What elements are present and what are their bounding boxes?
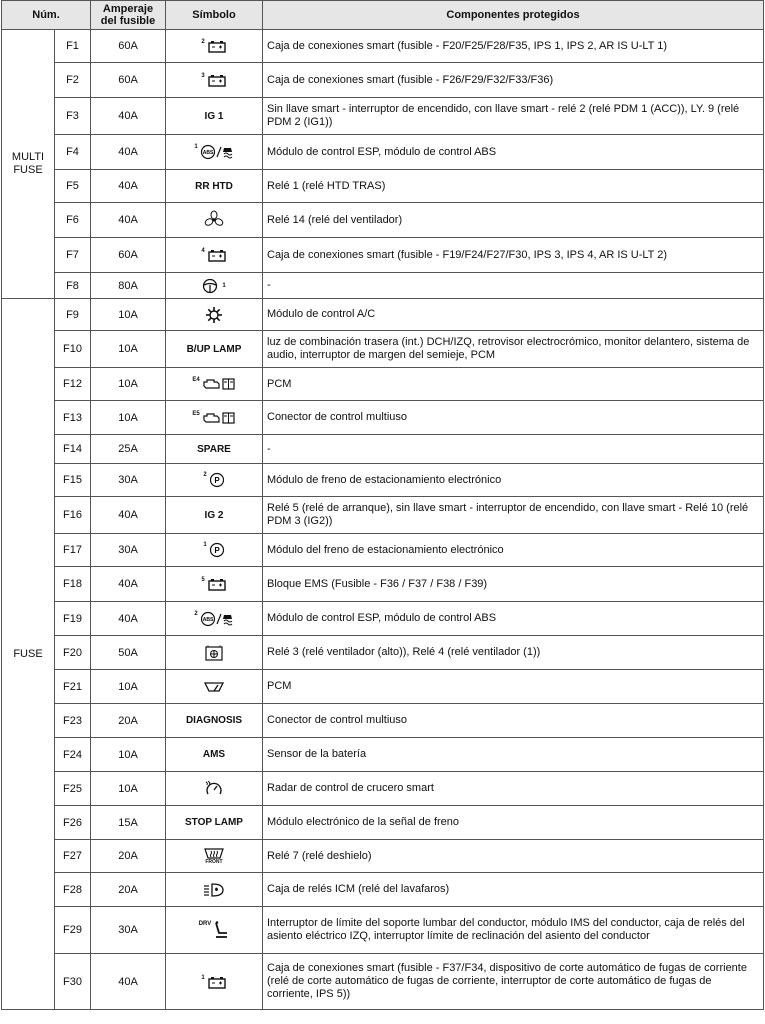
protected-components: -	[263, 273, 764, 299]
svg-text:ABS: ABS	[202, 616, 213, 623]
protected-components: Sin llave smart - interruptor de encendido, con llave smart - relé 2 (relé PDM 1 (ACC)), LY. 9 (relé PDM 2 (IG1))	[263, 98, 764, 135]
protected-components: Sensor de la batería	[263, 738, 764, 772]
symbol-superscript: 1	[203, 542, 207, 548]
fuse-row	[2, 907, 764, 954]
protected-components: luz de combinación trasera (int.) DCH/IZQ, retrovisor electrocrómico, monitor delantero, sistema de audio, interruptor de margen del semieje, PCM	[263, 331, 764, 368]
header-row	[2, 1, 764, 30]
protected-components: Caja de conexiones smart (fusible - F20/F25/F28/F35, IPS 1, IPS 2, AR IS U-LT 1)	[263, 30, 764, 63]
symbol-superscript: 3	[201, 73, 205, 79]
ac-icon	[205, 306, 223, 324]
symbol-label: DIAGNOSIS	[185, 715, 243, 726]
fuse-amperage: 10A	[91, 670, 166, 704]
svg-text:P: P	[214, 476, 220, 485]
header-symbol: Símbolo	[166, 1, 263, 30]
symbol-superscript: 2	[203, 472, 207, 478]
fuse-symbol	[166, 497, 263, 534]
abs-esp-icon	[194, 611, 233, 627]
protected-components: Módulo de freno de estacionamiento electrónico	[263, 464, 764, 497]
symbol-superscript: 1	[201, 974, 205, 981]
fuse-number: F8	[55, 273, 91, 299]
defrost-icon	[204, 847, 224, 865]
protected-components: Caja de conexiones smart (fusible - F26/F29/F32/F33/F36)	[263, 63, 764, 98]
fuse-amperage: 60A	[91, 30, 166, 63]
fuse-symbol	[166, 299, 263, 331]
engine-icon	[192, 377, 235, 391]
fuse-amperage: 60A	[91, 238, 166, 273]
fuse-row	[2, 636, 764, 670]
fuse-amperage: 40A	[91, 170, 166, 203]
fuse-number: F23	[55, 704, 91, 738]
protected-components: Relé 14 (relé del ventilador)	[263, 203, 764, 238]
fuse-number: F1	[55, 30, 91, 63]
fuse-amperage: 10A	[91, 401, 166, 435]
fuse-row	[2, 299, 764, 331]
fuse-number: F16	[55, 497, 91, 534]
fuse-amperage: 10A	[91, 368, 166, 401]
fuse-amperage: 10A	[91, 738, 166, 772]
protected-components: Relé 1 (relé HTD TRAS)	[263, 170, 764, 203]
group-multi-fuse: MULTI FUSE	[2, 30, 55, 299]
fuse-amperage: 10A	[91, 772, 166, 806]
fuse-symbol	[166, 840, 263, 873]
protected-components: Caja de conexiones smart (fusible - F19/F24/F27/F30, IPS 3, IPS 4, AR IS U-LT 2)	[263, 238, 764, 273]
headlamp-washer-icon	[203, 882, 225, 898]
fuse-symbol	[166, 772, 263, 806]
fuse-number: F5	[55, 170, 91, 203]
protected-components: Módulo de control ESP, módulo de control ABS	[263, 602, 764, 636]
fuse-number: F12	[55, 368, 91, 401]
fuse-symbol	[166, 30, 263, 63]
protected-components: Caja de conexiones smart (fusible - F37/F34, dispositivo de corte automático de fugas de corriente (relé de corte automático de fugas de corriente, interruptor de corte automático de fugas de corriente, IPS 5))	[263, 954, 764, 1010]
symbol-label: B/UP LAMP	[186, 343, 242, 355]
fuse-number: F14	[55, 435, 91, 464]
fuse-row	[2, 840, 764, 873]
fuse-symbol	[166, 238, 263, 273]
header-amp: Amperaje del fusible	[91, 1, 166, 30]
symbol-superscript: 2	[201, 39, 205, 45]
fuse-symbol	[166, 873, 263, 907]
fuse-amperage: 10A	[91, 299, 166, 331]
fuse-table-body	[2, 30, 764, 1010]
symbol-label: IG 1	[204, 110, 224, 122]
fuse-number: F20	[55, 636, 91, 670]
fuse-amperage: 30A	[91, 464, 166, 497]
fuse-row	[2, 873, 764, 907]
fuse-row	[2, 772, 764, 806]
protected-components: Relé 3 (relé ventilador (alto)), Relé 4 (relé ventilador (1))	[263, 636, 764, 670]
fuse-row	[2, 704, 764, 738]
parking-brake-icon	[203, 472, 224, 488]
fuse-number: F4	[55, 135, 91, 170]
radiator-fan-icon	[205, 645, 223, 661]
abs-esp-icon	[194, 144, 233, 160]
fuse-symbol	[166, 636, 263, 670]
battery-icon	[201, 577, 226, 591]
fuse-row	[2, 670, 764, 704]
fuse-number: F3	[55, 98, 91, 135]
fuse-number: F9	[55, 299, 91, 331]
fuse-symbol	[166, 401, 263, 435]
fuse-row	[2, 401, 764, 435]
protected-components: Bloque EMS (Fusible - F36 / F37 / F38 / F39)	[263, 567, 764, 602]
protected-components: Relé 7 (relé deshielo)	[263, 840, 764, 873]
fuse-row	[2, 738, 764, 772]
fuse-row	[2, 170, 764, 203]
fuse-table	[1, 0, 764, 1010]
symbol-superscript: 2	[194, 610, 198, 617]
fuse-number: F26	[55, 806, 91, 840]
fuse-amperage: 40A	[91, 497, 166, 534]
svg-text:ABS: ABS	[202, 150, 213, 156]
fuse-amperage: 40A	[91, 602, 166, 636]
protected-components: Módulo del freno de estacionamiento electrónico	[263, 534, 764, 567]
fuse-amperage: 25A	[91, 435, 166, 464]
protected-components: -	[263, 435, 764, 464]
fuse-row	[2, 63, 764, 98]
battery-icon	[201, 248, 226, 262]
protected-components: Módulo de control ESP, módulo de control ABS	[263, 135, 764, 170]
battery-icon	[201, 73, 226, 87]
fuse-row	[2, 203, 764, 238]
cruise-radar-icon	[205, 781, 223, 797]
fuse-amperage: 30A	[91, 534, 166, 567]
fuse-number: F28	[55, 873, 91, 907]
fuse-amperage: 50A	[91, 636, 166, 670]
fuse-number: F30	[55, 954, 91, 1010]
battery-icon	[201, 39, 226, 53]
fuse-symbol	[166, 907, 263, 954]
wiper-icon	[204, 681, 224, 693]
fuse-row	[2, 497, 764, 534]
symbol-label: FRONT	[205, 859, 223, 865]
fuse-row	[2, 602, 764, 636]
fuse-amperage: 40A	[91, 135, 166, 170]
protected-components: Módulo electrónico de la señal de freno	[263, 806, 764, 840]
fuse-number: F10	[55, 331, 91, 368]
symbol-superscript: 1	[194, 144, 198, 150]
engine-icon	[192, 411, 235, 425]
fuse-number: F21	[55, 670, 91, 704]
symbol-superscript: 1	[222, 282, 226, 289]
fuse-row	[2, 806, 764, 840]
fuse-symbol	[166, 670, 263, 704]
fuse-amperage: 15A	[91, 806, 166, 840]
fuse-symbol	[166, 203, 263, 238]
svg-text:P: P	[214, 546, 220, 555]
fuse-symbol	[166, 435, 263, 464]
fuse-amperage: 20A	[91, 840, 166, 873]
fuse-symbol	[166, 738, 263, 772]
symbol-label: IG 2	[204, 509, 224, 521]
header-num: Núm.	[2, 1, 91, 30]
fuse-amperage: 30A	[91, 907, 166, 954]
protected-components: Conector de control multiuso	[263, 704, 764, 738]
fuse-row	[2, 98, 764, 135]
fuse-amperage: 20A	[91, 704, 166, 738]
battery-icon	[201, 975, 226, 989]
protected-components: Caja de relés ICM (relé del lavafaros)	[263, 873, 764, 907]
protected-components: Radar de control de crucero smart	[263, 772, 764, 806]
fuse-number: F19	[55, 602, 91, 636]
fuse-row	[2, 30, 764, 63]
fuse-amperage: 60A	[91, 63, 166, 98]
fuse-row	[2, 368, 764, 401]
fuse-number: F29	[55, 907, 91, 954]
fuse-symbol	[166, 63, 263, 98]
fuse-symbol	[166, 806, 263, 840]
fuse-symbol	[166, 170, 263, 203]
fuse-row	[2, 273, 764, 299]
symbol-label: SPARE	[197, 443, 231, 455]
fuse-amperage: 40A	[91, 203, 166, 238]
fuse-number: F18	[55, 567, 91, 602]
fuse-row	[2, 435, 764, 464]
fuse-number: F25	[55, 772, 91, 806]
symbol-superscript: 5	[201, 577, 205, 583]
fuse-amperage: 40A	[91, 954, 166, 1010]
fan-icon	[204, 210, 224, 230]
fuse-row	[2, 954, 764, 1010]
symbol-label: RR HTD	[195, 180, 233, 192]
fuse-number: F15	[55, 464, 91, 497]
fuse-amperage: 10A	[91, 331, 166, 368]
fuse-symbol	[166, 273, 263, 299]
fuse-number: F27	[55, 840, 91, 873]
header-components: Componentes protegidos	[263, 1, 764, 30]
fuse-symbol	[166, 602, 263, 636]
protected-components: Conector de control multiuso	[263, 401, 764, 435]
fuse-number: F7	[55, 238, 91, 273]
fuse-number: F17	[55, 534, 91, 567]
seat-icon	[199, 921, 230, 939]
fuse-amperage: 80A	[91, 273, 166, 299]
group-fuse: FUSE	[2, 299, 55, 1010]
fuse-symbol	[166, 954, 263, 1010]
fuse-symbol	[166, 567, 263, 602]
protected-components: Interruptor de límite del soporte lumbar del conductor, módulo IMS del conductor, caja de relés del asiento eléctrico IZQ, interruptor límite de reclinación del asiento del conductor	[263, 907, 764, 954]
protected-components: PCM	[263, 368, 764, 401]
fuse-amperage: 40A	[91, 567, 166, 602]
protected-components: Módulo de control A/C	[263, 299, 764, 331]
symbol-superscript: E4	[192, 377, 200, 383]
fuse-symbol	[166, 368, 263, 401]
fuse-row	[2, 534, 764, 567]
fuse-row	[2, 238, 764, 273]
fuse-number: F6	[55, 203, 91, 238]
fuse-number: F24	[55, 738, 91, 772]
symbol-label: AMS	[202, 749, 226, 760]
fuse-row	[2, 464, 764, 497]
fuse-row	[2, 567, 764, 602]
symbol-label: STOP LAMP	[185, 817, 243, 828]
fuse-amperage: 20A	[91, 873, 166, 907]
fuse-symbol	[166, 98, 263, 135]
symbol-superscript: E5	[192, 410, 200, 417]
fuse-symbol	[166, 534, 263, 567]
symbol-superscript: DRV	[198, 921, 212, 927]
fuse-row	[2, 331, 764, 368]
protected-components: Relé 5 (relé de arranque), sin llave smart - interruptor de encendido, con llave smart - Relé 10 (relé PDM 3 (IG2))	[263, 497, 764, 534]
protected-components: PCM	[263, 670, 764, 704]
fuse-symbol	[166, 464, 263, 497]
symbol-superscript: 4	[201, 248, 205, 254]
fuse-symbol	[166, 331, 263, 368]
fuse-number: F2	[55, 63, 91, 98]
fuse-symbol	[166, 135, 263, 170]
fuse-row	[2, 135, 764, 170]
steering-icon	[202, 278, 225, 294]
parking-brake-icon	[203, 542, 224, 558]
fuse-number: F13	[55, 401, 91, 435]
fuse-symbol	[166, 704, 263, 738]
fuse-amperage: 40A	[91, 98, 166, 135]
